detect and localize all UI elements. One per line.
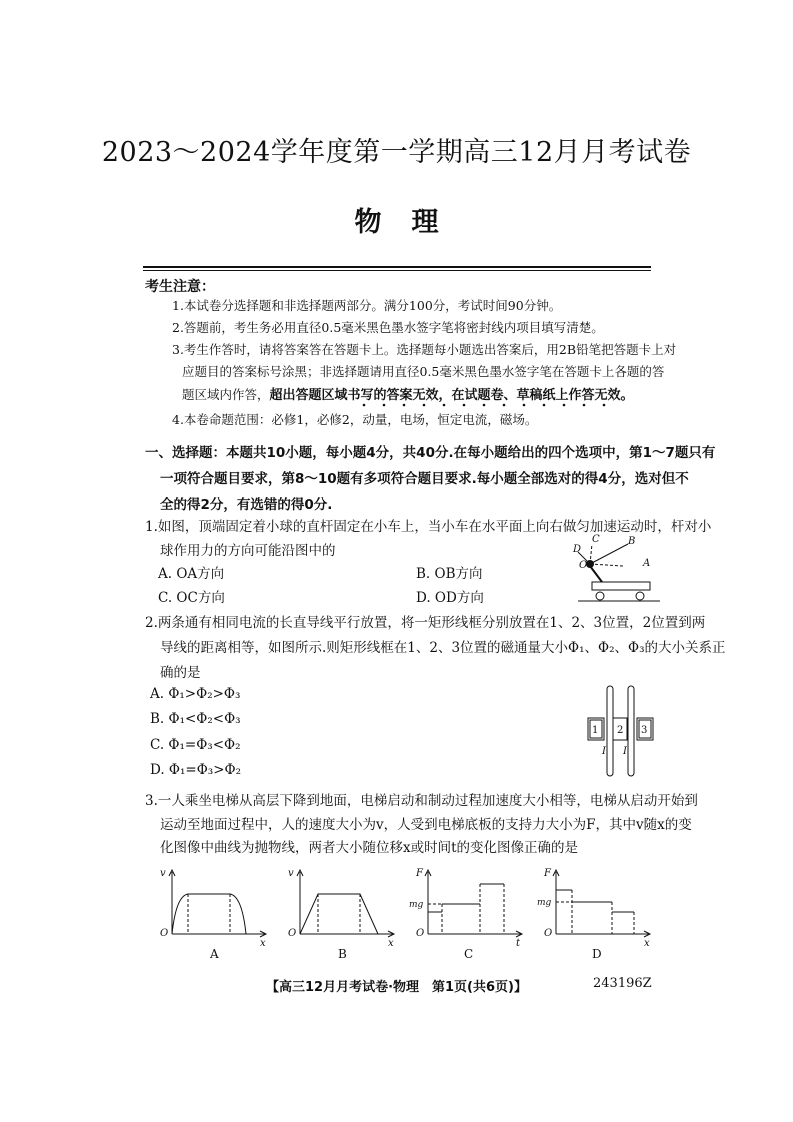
exam-title: 2023～2024学年度第一学期高三12月月考试卷 — [101, 137, 692, 168]
notice-item-3-tail: 题区域内作答， — [182, 387, 270, 402]
q3-graph-d — [536, 864, 656, 964]
q1-option-d: D. OD方向 — [416, 590, 484, 606]
q1-label-c: C — [592, 534, 600, 545]
header-rule — [143, 266, 651, 268]
q2-label-i2: I — [623, 746, 627, 757]
notice-item-2: 2.答题前，考生务必用直径0.5毫米黑色墨水签字笔将密封线内项目填写清楚。 — [172, 320, 604, 335]
q2-stem-1: 2.两条通有相同电流的长直导线平行放置，将一矩形线框分别放置在1、2、3位置，2位置到两 — [145, 615, 706, 631]
header-rule-thin — [143, 270, 651, 271]
q3-c-yaxis: F — [416, 868, 423, 879]
q3-a-yaxis: v — [160, 868, 166, 879]
q3-d-label: D — [592, 947, 602, 961]
q2-option-a: A. Φ₁>Φ₂>Φ₃ — [150, 686, 241, 702]
q1-label-o: O — [579, 560, 588, 571]
q3-stem-1: 3.一人乘坐电梯从高层下降到地面，电梯启动和制动过程加速度大小相等，电梯从启动开始到 — [145, 793, 698, 809]
q3-b-origin: O — [288, 928, 297, 939]
notice-item-3-cont: 应题目的答案标号涂黑；非选择题请用直径0.5毫米黑色墨水签字笔在答题卡上各题的答 — [182, 364, 665, 379]
q2-label-i1: I — [602, 746, 606, 757]
notice-emphasis: 超出答题区域书写的答案无效，在试题卷、草稿纸上作答无效。 — [269, 388, 634, 403]
notice-heading: 考生注意： — [145, 279, 215, 295]
q3-graph-a — [152, 864, 272, 964]
q1-stem-1: 1.如图，顶端固定着小球的直杆固定在小车上，当小车在水平面上向右做匀加速运动时，杆对小 — [145, 519, 712, 535]
q3-stem-2: 运动至地面过程中，人的速度大小为v，人受到电梯底板的支持力大小为F，其中v随x的变 — [160, 817, 692, 833]
q3-d-xaxis: x — [644, 938, 650, 949]
q3-a-origin: O — [160, 928, 169, 939]
q3-graph-c — [408, 864, 528, 964]
emphasis-dots — [360, 402, 620, 408]
q1-cart-diagram — [568, 530, 668, 606]
page-footer: 【高三12月月考试卷·物理 第1页(共6页)】 — [265, 980, 527, 995]
q1-label-d: D — [573, 544, 582, 555]
q2-option-c: C. Φ₁=Φ₃<Φ₂ — [150, 737, 241, 753]
notice-item-3: 3.考生作答时，请将答案答在答题卡上。选择题每小题选出答案后，用2B铅笔把答题卡上对 — [172, 342, 677, 357]
q2-option-b: B. Φ₁<Φ₂<Φ₃ — [150, 711, 241, 727]
q1-label-b: B — [628, 536, 636, 547]
notice-item-4: 4.本卷命题范围：必修1，必修2，动量，电场，恒定电流，磁场。 — [172, 412, 538, 427]
q1-stem-2: 球作用力的方向可能沿图中的 — [160, 543, 336, 559]
q2-stem-2: 导线的距离相等，如图所示.则矩形线框在1、2、3位置的磁通量大小Φ₁、Φ₂、Φ₃的大小关系正 — [160, 640, 726, 656]
q3-d-origin: O — [544, 928, 553, 939]
q2-option-d: D. Φ₁=Φ₃>Φ₂ — [150, 762, 241, 778]
q3-stem-3: 化图像中曲线为抛物线，两者大小随位移x或时间t的变化图像正确的是 — [160, 840, 579, 856]
q2-label-1: 1 — [592, 725, 599, 736]
q3-c-xaxis: t — [516, 938, 521, 949]
q1-option-b: B. OB方向 — [416, 566, 483, 582]
section-line-3: 全的得2分，有选错的得0分. — [160, 497, 333, 513]
q3-b-xaxis: x — [388, 938, 394, 949]
q3-c-mg: mg — [409, 900, 424, 910]
q3-b-label: B — [338, 947, 347, 961]
q2-label-3: 3 — [641, 725, 648, 736]
q2-stem-3: 确的是 — [160, 665, 201, 681]
section-line-2: 一项符合题目要求，第8～10题有多项符合题目要求.每小题全部选对的得4分，选对但不 — [160, 471, 689, 487]
q3-graph-b — [280, 864, 400, 964]
q3-a-xaxis: x — [260, 938, 266, 949]
q1-option-c: C. OC方向 — [158, 590, 225, 606]
q3-c-label: C — [464, 947, 474, 961]
q2-label-2: 2 — [617, 725, 624, 736]
notice-item-3-end — [182, 384, 634, 403]
q1-option-a: A. OA方向 — [158, 566, 225, 582]
q3-d-yaxis: F — [544, 868, 551, 879]
section-line-1: 一、选择题：本题共10小题，每小题4分，共40分.在每小题给出的四个选项中，第1～7题只有 — [145, 445, 716, 461]
q3-b-yaxis: v — [288, 868, 294, 879]
q1-label-a: A — [643, 558, 651, 569]
q2-wires-diagram — [580, 682, 660, 778]
paper-code: 243196Z — [593, 976, 652, 991]
q3-a-label: A — [210, 947, 219, 961]
subject-title: 物理 — [354, 207, 469, 238]
q3-c-origin: O — [416, 928, 425, 939]
notice-item-1: 1.本试卷分选择题和非选择题两部分。满分100分，考试时间90分钟。 — [172, 298, 562, 313]
q3-d-mg: mg — [537, 898, 552, 908]
